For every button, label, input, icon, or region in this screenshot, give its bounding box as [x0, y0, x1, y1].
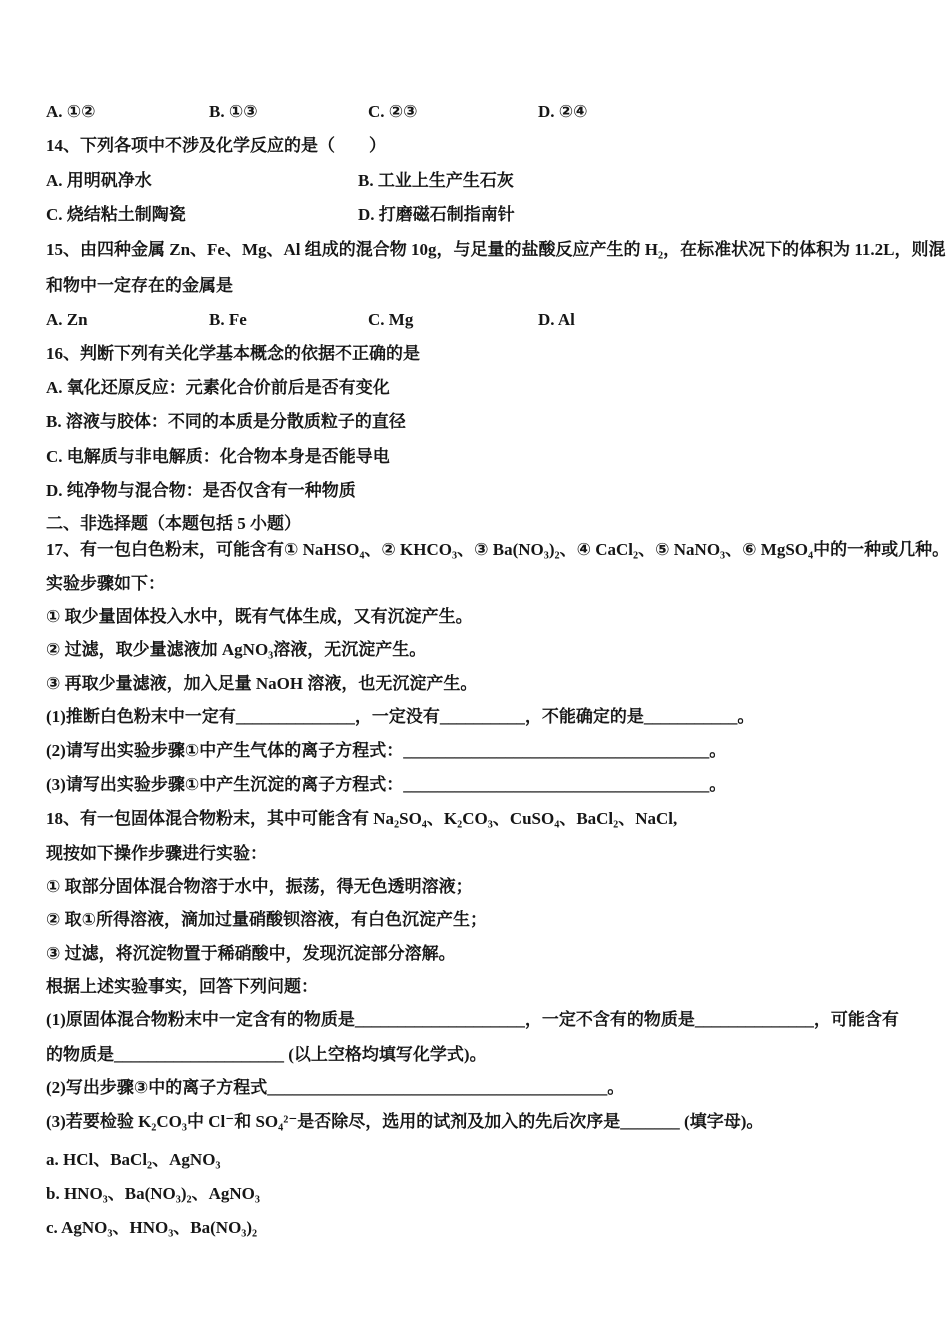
q17-blank-2: (2)请写出实验步骤①中产生气体的离子方程式：____________________________________。	[46, 741, 727, 760]
q17-step-2: ② 过滤，取少量滤液加 AgNO₃溶液，无沉淀产生。	[46, 640, 427, 659]
q15-stem-line1: 15、由四种金属 Zn、Fe、Mg、Al 组成的混合物 10g，与足量的盐酸反应产生的 H₂，在标准状况下的体积为 11.2L，则混	[46, 240, 946, 259]
q17-stem: 17、有一包白色粉末，可能含有① NaHSO₄、② KHCO₃、③ Ba(NO₃)₂、④ CaCl₂、⑤ NaNO₃、⑥ MgSO₄中的一种或几种。	[46, 540, 950, 559]
q13-option-a: A. ①②	[46, 102, 96, 121]
q17-blank-1: (1)推断白色粉末中一定有______________，一定没有__________，不能确定的是___________。	[46, 707, 755, 726]
q17-step-3: ③ 再取少量滤液，加入足量 NaOH 溶液，也无沉淀产生。	[46, 674, 478, 693]
q13-option-b: B. ①③	[209, 102, 258, 121]
q18-intro: 现按如下操作步骤进行实验：	[46, 844, 267, 863]
q13-option-c: C. ②③	[368, 102, 418, 121]
q18-step-1: ① 取部分固体混合物溶于水中，振荡，得无色透明溶液；	[46, 877, 473, 896]
q14-option-d: D. 打磨磁石制指南针	[358, 205, 515, 224]
q15-options-row	[46, 309, 916, 331]
q14-option-b: B. 工业上生产生石灰	[358, 171, 514, 190]
q15-option-a: A. Zn	[46, 310, 88, 329]
q15-option-c: C. Mg	[368, 310, 414, 329]
q17-intro: 实验步骤如下：	[46, 574, 165, 593]
q18-step-3: ③ 过滤，将沉淀物置于稀硝酸中，发现沉淀部分溶解。	[46, 944, 456, 963]
q13-options-row	[46, 101, 916, 123]
q14-options-row-2	[46, 204, 916, 226]
q15-option-b: B. Fe	[209, 310, 247, 329]
q16-option-d: D. 纯净物与混合物：是否仅含有一种物质	[46, 481, 356, 500]
q14-stem: 14、下列各项中不涉及化学反应的是（ ）	[46, 136, 386, 155]
q18-choice-a: a. HCl、BaCl₂、AgNO₃	[46, 1150, 221, 1169]
q15-stem-line2: 和物中一定存在的金属是	[46, 276, 233, 295]
q18-choice-c: c. AgNO₃、HNO₃、Ba(NO₃)₂	[46, 1218, 258, 1237]
q18-blank-1-line1: (1)原固体混合物粉末中一定含有的物质是____________________，一定不含有的物质是______________，可能含有	[46, 1010, 899, 1029]
q18-stem: 18、有一包固体混合物粉末，其中可能含有 Na₂SO₄、K₂CO₃、CuSO₄、BaCl₂、NaCl,	[46, 809, 678, 828]
q14-options-row-1	[46, 170, 916, 192]
q16-option-b: B. 溶液与胶体：不同的本质是分散质粒子的直径	[46, 412, 406, 431]
q18-choice-b: b. HNO₃、Ba(NO₃)₂、AgNO₃	[46, 1184, 261, 1203]
q13-option-d: D. ②④	[538, 102, 588, 121]
q18-prompt: 根据上述实验事实，回答下列问题：	[46, 977, 318, 996]
q18-blank-3: (3)若要检验 K₂CO₃中 Cl⁻和 SO₄²⁻是否除尽，选用的试剂及加入的先后次序是_______ (填字母)。	[46, 1112, 764, 1131]
q18-blank-1-line2: 的物质是____________________ (以上空格均填写化学式)。	[46, 1045, 487, 1064]
q16-option-c: C. 电解质与非电解质：化合物本身是否能导电	[46, 447, 390, 466]
q17-step-1: ① 取少量固体投入水中，既有气体生成，又有沉淀产生。	[46, 607, 473, 626]
q16-option-a: A. 氧化还原反应：元素化合价前后是否有变化	[46, 378, 390, 397]
q17-blank-3: (3)请写出实验步骤①中产生沉淀的离子方程式：____________________________________。	[46, 775, 727, 794]
q14-option-c: C. 烧结粘土制陶瓷	[46, 205, 186, 224]
q15-option-d: D. Al	[538, 310, 575, 329]
section2-header: 二、非选择题（本题包括 5 小题）	[46, 514, 301, 533]
q14-option-a: A. 用明矾净水	[46, 171, 152, 190]
q18-step-2: ② 取①所得溶液，滴加过量硝酸钡溶液，有白色沉淀产生；	[46, 910, 488, 929]
q16-stem: 16、判断下列有关化学基本概念的依据不正确的是	[46, 344, 420, 363]
q18-blank-2: (2)写出步骤③中的离子方程式________________________________________。	[46, 1078, 625, 1097]
